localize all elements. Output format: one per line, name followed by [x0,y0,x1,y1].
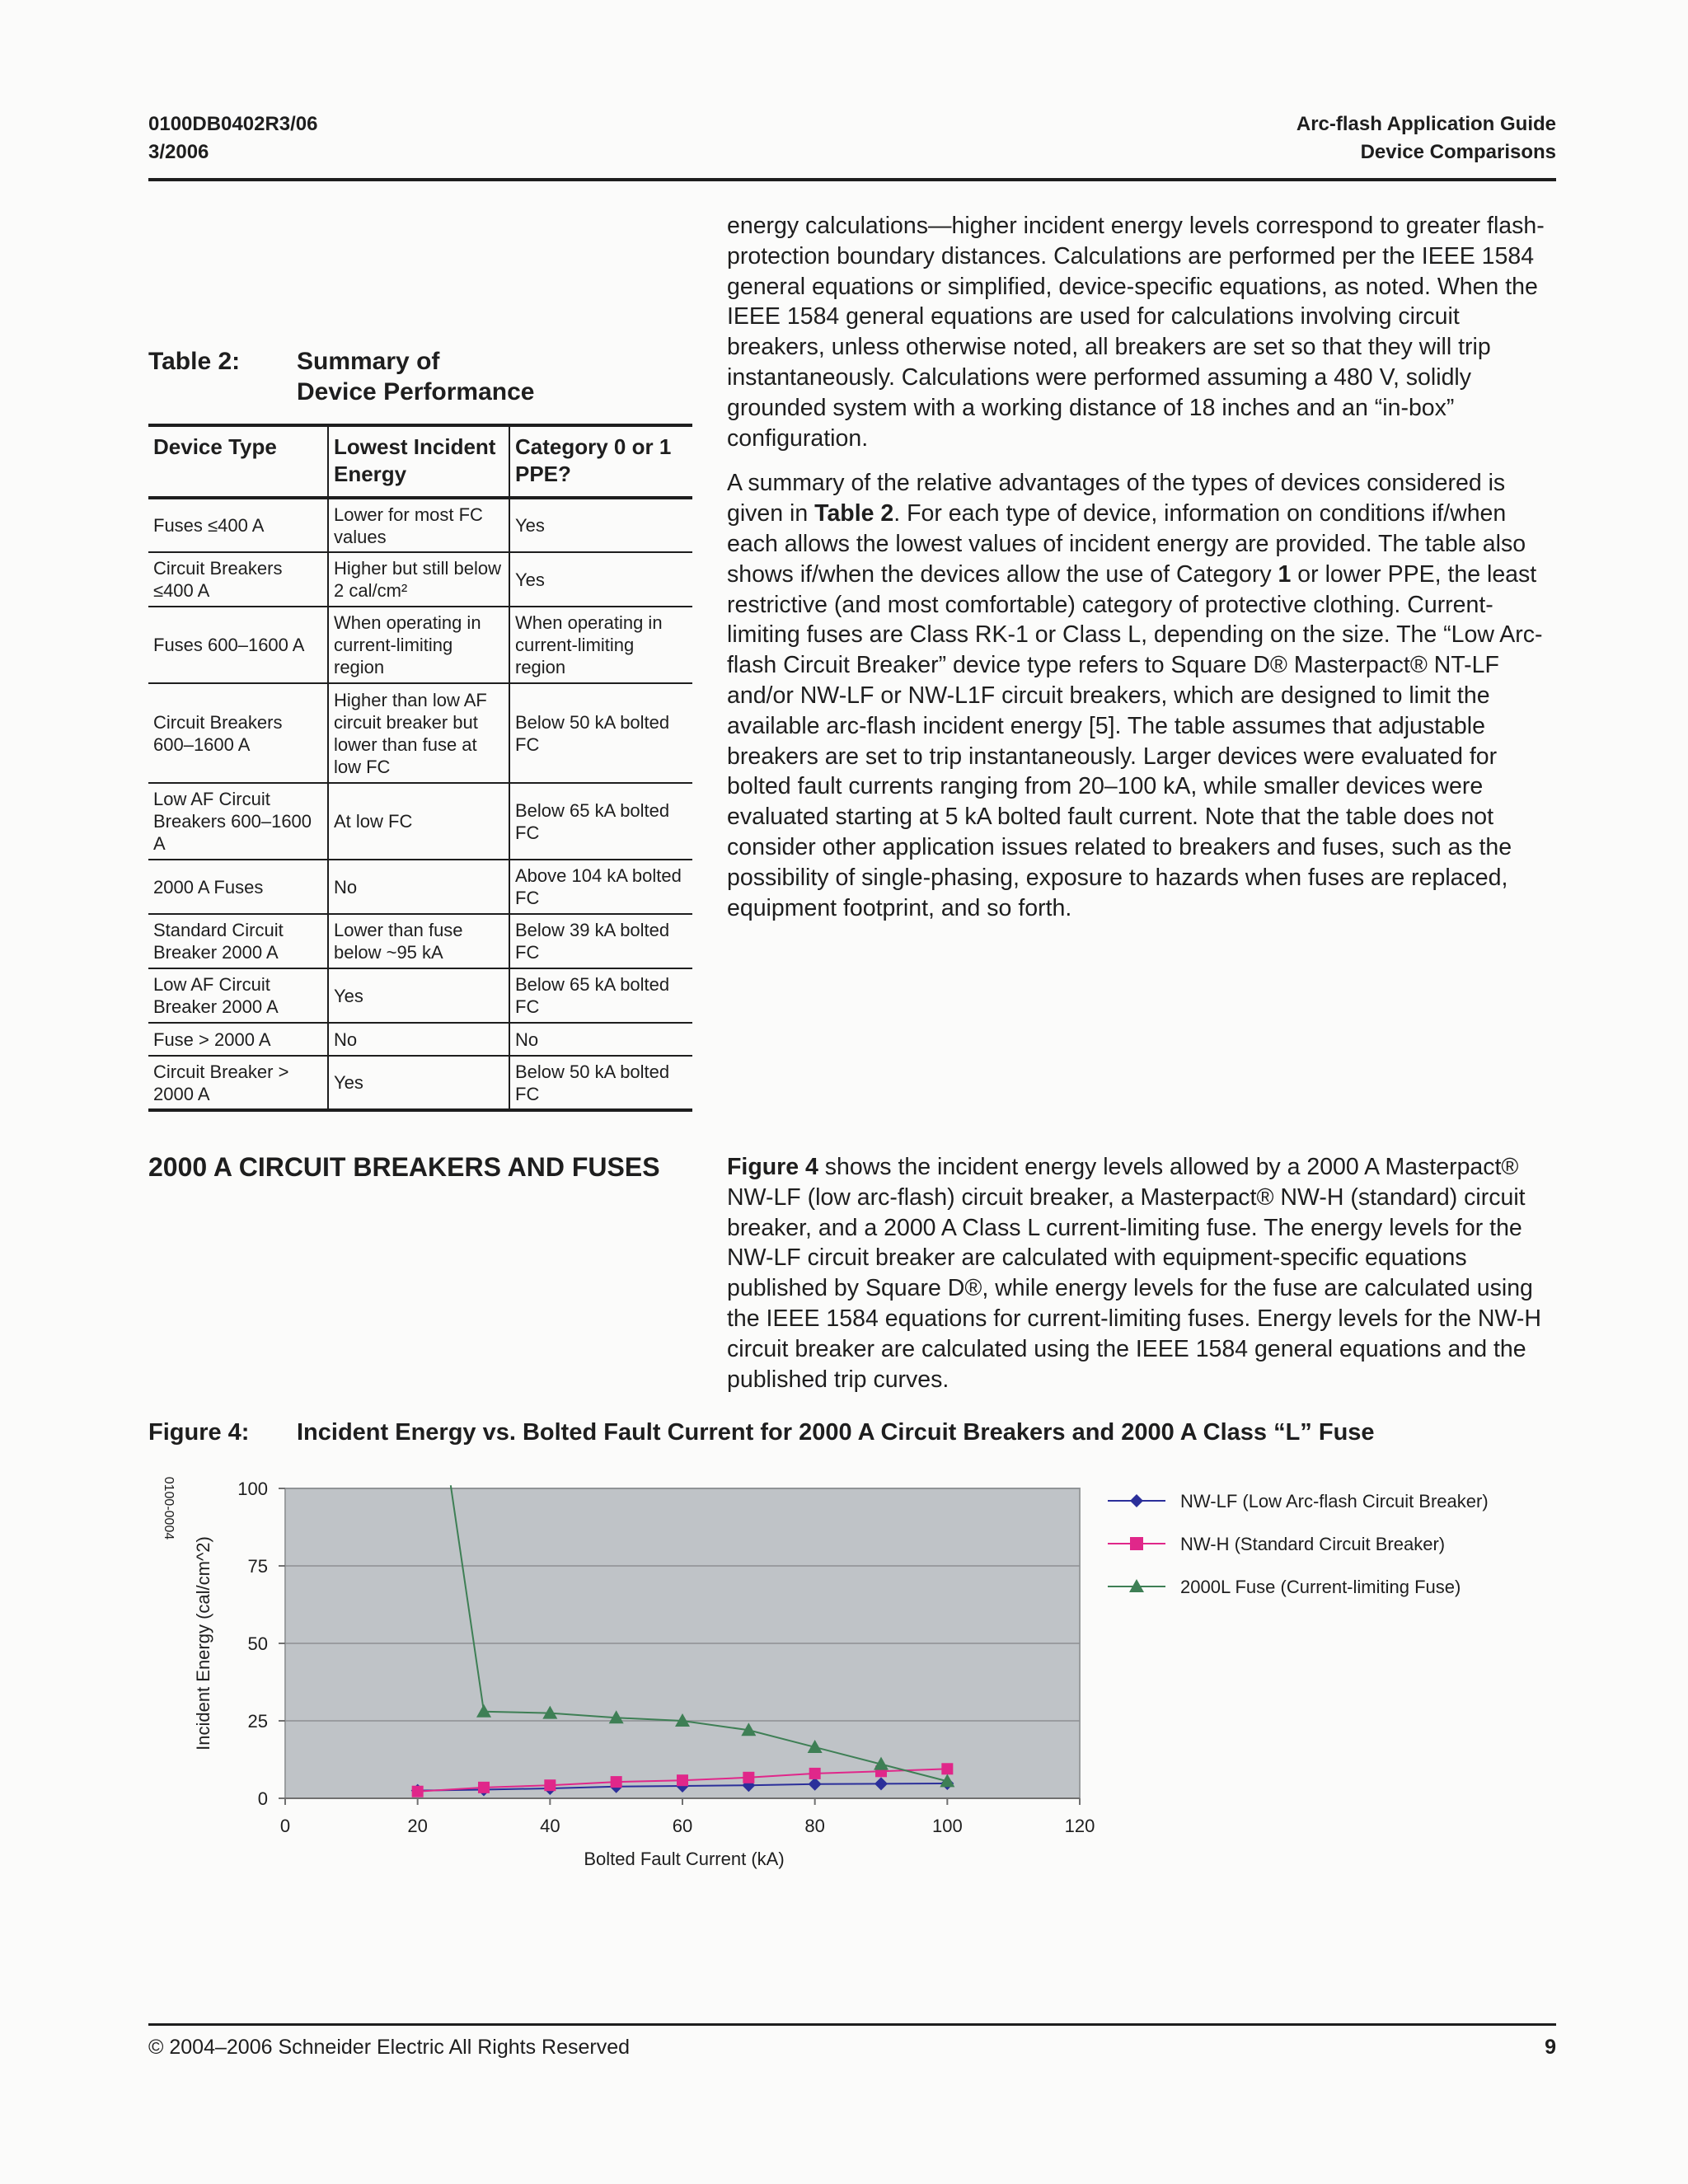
table-cell: Circuit Breakers 600–1600 A [148,683,328,783]
copyright: © 2004–2006 Schneider Electric All Rights Reserved [148,2036,631,2059]
data-point-square [478,1782,490,1793]
table-cell: 2000 A Fuses [148,860,328,914]
table-cell: Below 65 kA bolted FC [509,783,692,860]
table-cell: No [328,1023,509,1056]
legend-marker-square [1130,1537,1143,1550]
category-ref: 1 [1278,560,1292,588]
table-cell: Yes [328,1056,509,1110]
y-axis-ticks [237,1479,285,1809]
table-cell: Yes [509,552,692,607]
doc-number: 0100DB0402R3/06 [148,113,318,135]
x-axis-ticks [280,1798,1095,1836]
legend-label-nw-lf: NW-LF (Low Arc-flash Circuit Breaker) [1180,1491,1489,1511]
figure-label: Figure 4: [148,1419,250,1446]
p2-part-b: . For each type of device, information on conditions if/when each allows the lowest values of incident energy are provided. The table also shows if/when the devices allow the use of Category [727,500,1526,588]
section-heading: 2000 A CIRCUIT BREAKERS AND FUSES [148,1152,660,1182]
table-cell: Low AF Circuit Breaker 2000 A [148,968,328,1023]
table-cell: Above 104 kA bolted FC [509,860,692,914]
table-cell: Lower than fuse below ~95 kA [328,914,509,968]
table-2-ref: Table 2 [814,500,894,527]
data-point-square [412,1786,424,1797]
legend-item-fuse [1108,1577,1461,1597]
figure-code: 0100-0004 [162,1476,176,1540]
table-cell: Fuses 600–1600 A [148,607,328,683]
col-header-lowest-energy: Lowest Incident Energy [328,425,509,498]
page-number: 9 [1545,2036,1556,2059]
table-cell: No [509,1023,692,1056]
x-tick-label: 0 [279,1816,291,1836]
chart-legend [1108,1491,1489,1597]
table-cell: No [328,860,509,914]
x-tick-label: 40 [540,1816,560,1836]
table-label: Table 2: [148,348,241,375]
y-tick-label: 25 [247,1711,268,1732]
p2-part-c: or lower PPE, the least restrictive (and most comfortable) category of protective clothing. Current-limiting fuses are Class RK-1 or Class L, depending on the size. The “Low Arc-flash Circuit Breaker” device type refers to Square D® Masterpact® NT-LF and/or NW-LF or NW-L1F circuit breakers, which are designed to limit the available arc-flash incident energy [5]. The table assumes that adjustable breakers are set to trip instantaneously. Larger devices were evaluated for bolted fault currents ranging from 20–100 kA, while smaller devices were evaluated starting at 5 kA bolted fault current. Note that the table does not consider other application issues related to breakers and fuses, such as the possibility of single-phasing, exposure to hazards when fuses are replaced, equipment footprint, and so forth. [727,560,1543,921]
footer-rule [148,2023,1556,2026]
table-cell: Higher than low AF circuit breaker but lower than fuse at low FC [328,683,509,783]
table-cell: Higher but still below 2 cal/cm² [328,552,509,607]
table-cell: When operating in current-limiting region [328,607,509,683]
table-cell: When operating in current-limiting region [509,607,692,683]
x-tick-label: 120 [1064,1816,1095,1836]
table-cell: Low AF Circuit Breakers 600–1600 A [148,783,328,860]
table-title-line2: Device Performance [297,378,535,405]
figure-title: Incident Energy vs. Bolted Fault Current for 2000 A Circuit Breakers and 2000 A Class “L” Fuse [297,1419,1375,1446]
table-cell: Lower for most FC values [328,498,509,552]
table-cell: Below 50 kA bolted FC [509,1056,692,1110]
data-point-square [809,1768,821,1779]
y-axis-label: Incident Energy (cal/cm^2) [193,1536,213,1750]
table-cell: Below 50 kA bolted FC [509,683,692,783]
col-header-device-type: Device Type [148,425,328,498]
figure-4-ref: Figure 4 [727,1154,818,1180]
legend-item-nw-lf [1108,1491,1489,1511]
data-point-square [544,1779,556,1791]
table-title-line1: Summary of [297,348,440,375]
p2-part-a: A summary of the relative advantages of the types of devices considered is given in [727,470,1506,527]
col-header-ppe-category: Category 0 or 1 PPE? [509,425,692,498]
data-point-square [611,1776,622,1788]
x-tick-label: 60 [672,1816,693,1836]
y-tick-label: 50 [247,1633,268,1654]
table-cell: Yes [328,968,509,1023]
legend-marker-diamond [1130,1494,1143,1507]
x-tick-label: 20 [407,1816,428,1836]
y-tick-label: 0 [257,1788,268,1809]
x-tick-label: 80 [804,1816,825,1836]
doc-date: 3/2006 [148,141,209,163]
table-cell: Fuse > 2000 A [148,1023,328,1056]
y-tick-label: 100 [237,1479,268,1499]
section-title: Device Comparisons [1360,141,1556,163]
x-axis-label: Bolted Fault Current (kA) [584,1849,785,1869]
legend-label-nw-h: NW-H (Standard Circuit Breaker) [1180,1534,1446,1554]
x-tick-label: 100 [931,1816,963,1836]
table-cell: Circuit Breakers ≤400 A [148,552,328,607]
table-cell: Below 65 kA bolted FC [509,968,692,1023]
paragraph-energy-calculations: energy calculations—higher incident energy levels correspond to greater flash-protection boundary distances. Calculations are performed per the IEEE 1584 general equations or simplified, device-specific equations, as noted. When the IEEE 1584 general equations are used for calculations involving circuit breakers, unless otherwise noted, all breakers are set so that they will trip instantaneously. Calculations were performed assuming a 480 V, solidly grounded system with a working distance of 18 inches and an “in-box” configuration. [727,213,1545,452]
table-cell: Fuses ≤400 A [153,515,265,536]
table-cell: Below 39 kA bolted FC [509,914,692,968]
data-point-square [677,1774,688,1786]
table-cell: Circuit Breaker > 2000 A [148,1056,328,1110]
data-point-square [743,1772,754,1783]
guide-title: Arc-flash Application Guide [1296,113,1556,135]
table-cell: Yes [509,498,692,552]
data-point-square [941,1763,953,1774]
legend-label-fuse: 2000L Fuse (Current-limiting Fuse) [1180,1577,1461,1597]
y-tick-label: 75 [247,1556,268,1577]
table-cell: Standard Circuit Breaker 2000 A [148,914,328,968]
section-text-body: shows the incident energy levels allowed by a 2000 A Masterpact® NW-LF (low arc-flash) circuit breaker, a Masterpact® NW-H (standard) circuit breaker, and a 2000 A Class L current-limiting fuse. The energy levels for the NW-LF circuit breaker are calculated with equipment-specific equations published by Square D®, while energy levels for the fuse are calculated using the IEEE 1584 equations for current-limiting fuses. Energy levels for the NW-H circuit breaker are calculated using the IEEE 1584 general equations and the published trip curves. [727,1154,1541,1393]
legend-item-nw-h [1108,1534,1445,1554]
table-cell: At low FC [328,783,509,860]
